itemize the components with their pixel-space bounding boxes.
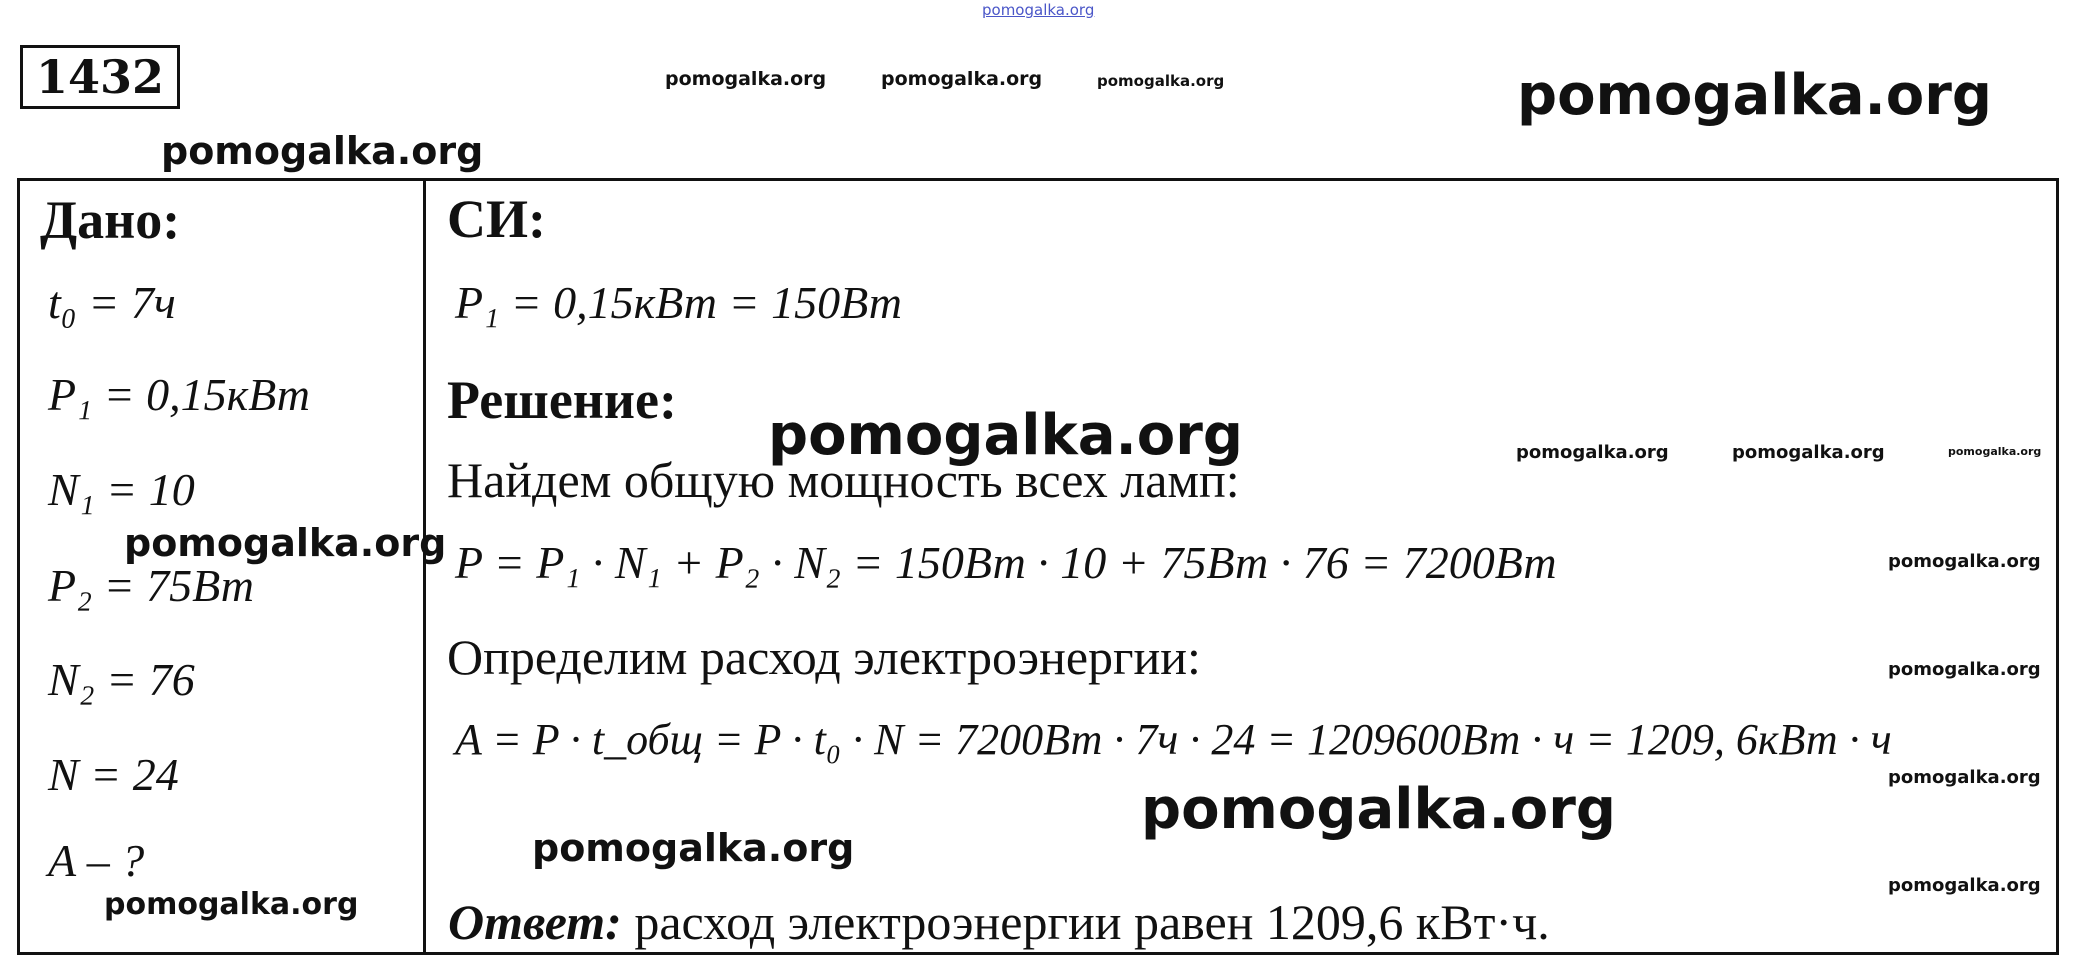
watermark: pomogalka.org (665, 68, 827, 90)
given-item-n1: N₁ = 10 (48, 464, 195, 515)
given-item-p2: P₂ = 75Вт (48, 560, 255, 611)
answer-line (448, 894, 1550, 950)
answer-text: расход электроэнергии равен 1209,6 кВт·ч. (621, 894, 1550, 950)
watermark: pomogalka.org (1141, 777, 1616, 842)
si-title: СИ: (447, 189, 546, 249)
solution-text-energy: Определим расход электроэнергии: (447, 629, 1201, 685)
watermark: pomogalka.org (1097, 72, 1225, 90)
column-divider (423, 178, 426, 955)
watermark: pomogalka.org (124, 521, 447, 565)
watermark: pomogalka.org (1888, 875, 2041, 896)
watermark: pomogalka.org (881, 68, 1043, 90)
watermark: pomogalka.org (1948, 445, 2042, 458)
given-item-n: N = 24 (48, 749, 179, 800)
given-item-unknown: A – ? (48, 835, 145, 886)
watermark: pomogalka.org (532, 826, 855, 870)
given-item-n2: N₂ = 76 (48, 654, 195, 705)
watermark: pomogalka.org (1732, 442, 1885, 463)
watermark: pomogalka.org (104, 887, 359, 922)
problem-number (20, 45, 180, 109)
watermark: pomogalka.org (1516, 442, 1669, 463)
si-line: P₁ = 0,15кВт = 150Вт (455, 277, 902, 328)
given-item-p1: P₁ = 0,15кВт (48, 369, 311, 420)
watermark: pomogalka.org (1888, 767, 2041, 788)
solution-text-power: Найдем общую мощность всех ламп: (447, 452, 1240, 508)
watermark: pomogalka.org (1888, 551, 2041, 572)
answer-label: Ответ: (448, 894, 622, 950)
given-item-t0: t₀ = 7ч (48, 277, 176, 328)
problem-number-text: 1432 (35, 50, 165, 104)
watermark-top: pomogalka.org (982, 1, 1095, 19)
watermark: pomogalka.org (161, 129, 484, 173)
given-title: Дано: (40, 190, 181, 250)
watermark: pomogalka.org (1888, 659, 2041, 680)
solution-formula-power: P = P₁ · N₁ + P₂ · N₂ = 150Вт · 10 + 75Вт · 76 = 7200Вт (455, 537, 1557, 588)
solution-title: Решение: (447, 370, 677, 430)
watermark: pomogalka.org (768, 403, 1243, 468)
watermark: pomogalka.org (1517, 63, 1992, 128)
solution-formula-energy: A = P · t_общ = P · t₀ · N = 7200Вт · 7ч · 24 = 1209600Вт · ч = 1209, 6кВт · ч (455, 715, 1892, 764)
